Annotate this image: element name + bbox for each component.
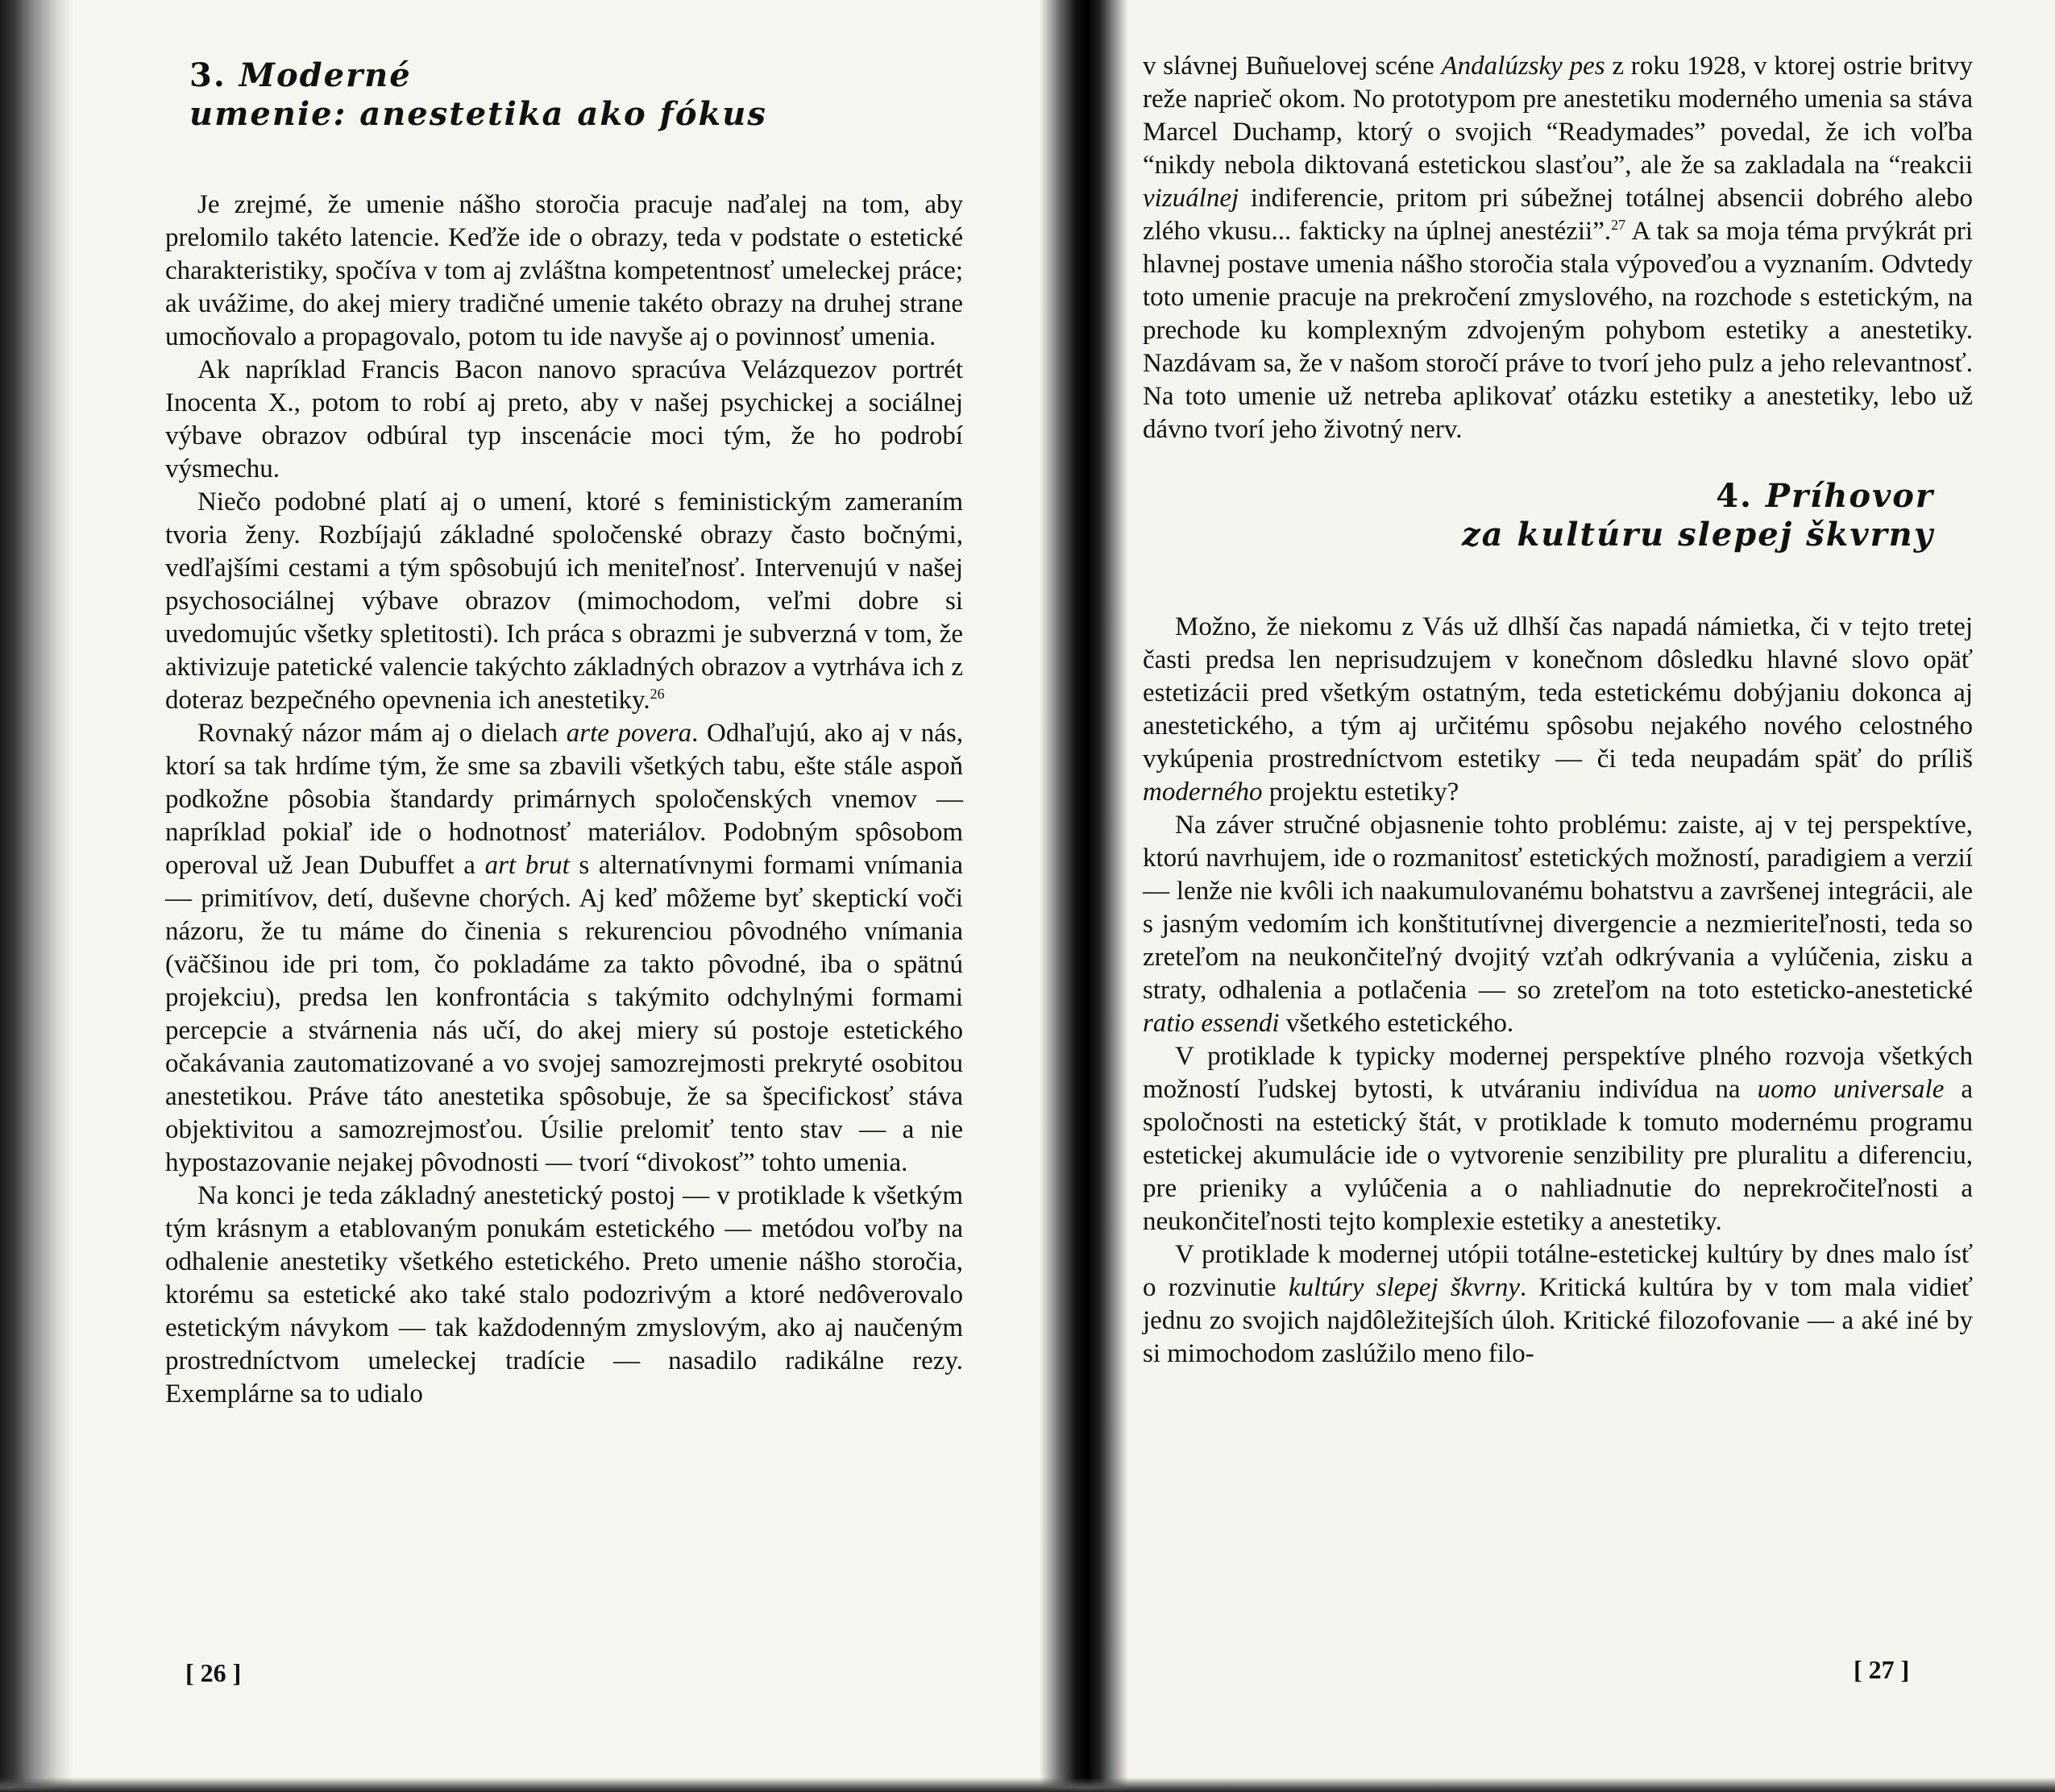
- section-heading-3: [189, 56, 963, 134]
- heading-line-2: umenie: anestetika ako fókus: [189, 95, 767, 133]
- paragraph: V protiklade k typicky modernej perspektíve plného rozvoja všetkých možností ľudskej bytosti, k utváraniu indivídua na uomo universale a spoločnosti na estetický štát, v protiklade k tomuto modernému programu estetickej akumulácie ide o vytvorenie senzibility pre pluralitu a diferenciu, pre prieniky a vylúčenia a o nahliadnutie do neprekročiteľnosti a neukončiteľnosti tejto komplexie estetiky a anestetiky.: [1143, 1042, 1974, 1236]
- right-page: [1064, 0, 2055, 1792]
- footnote-marker: 27: [1611, 217, 1626, 233]
- page-number: [ 27 ]: [1854, 1655, 1910, 1684]
- heading-number: 3.: [189, 56, 226, 94]
- heading-line-1: Moderné: [239, 56, 412, 94]
- page-number: [ 26 ]: [185, 1658, 242, 1687]
- paragraph: Na záver stručné objasnenie tohto problému: zaiste, aj v tej perspektíve, ktorú navrhujem, ide o rozmanitosť estetických možností, paradigiem a verzií — lenže nie kvôli ich naakumulovanému bohatstvu a završenej integrácii, ale s jasným vedomím ich konštitutívnej divergencie a nezmieriteľnosti, teda so zreteľom na neukončiteľný dvojitý vzťah odkrývania a vylúčenia, zisku a straty, odhalenia a potlačenia — so zreteľom na toto esteticko-anestetické ratio essendi všetkého estetického.: [1143, 811, 1973, 1038]
- section-heading-4: [1143, 477, 1973, 554]
- page-edge-shadow: [0, 0, 73, 1792]
- paragraph: Je zrejmé, že umenie nášho storočia pracuje naďalej na tom, aby prelomilo takéto latencie. Keďže ide o obrazy, teda v podstate o estetické charakteristiky, spočíva v tom aj zvláštna kompetentnosť umeleckej práce; ak uvážime, do akej miery tradičné umenie takéto obrazy na druhej strane umocňovalo a propagovalo, potom tu ide navyše aj o povinnosť umenia.: [165, 190, 963, 351]
- paragraph: Možno, že niekomu z Vás už dlhší čas napadá námietka, či v tejto tretej časti predsa len neprisudzujem v konečnom dôsledku hlavné slovo opäť estetizácii pred všetkým ostatným, teda estetickému dobýjaniu dokonca aj anestetického, a tým aj určitému spôsobu nejakého nového celostného vykúpenia prostredníctvom estetiky — či teda neupadám späť do príliš moderného projektu estetiky?: [1143, 612, 1973, 807]
- heading-line-1: Príhovor: [1765, 477, 1934, 515]
- right-column: [1143, 50, 1973, 1371]
- paragraph: Na konci je teda základný anestetický postoj — v protiklade k všetkým tým krásnym a etablovaným ponukám estetického — metódou voľby na odhalenie anestetiky všetkého estetického. Preto umenie nášho storočia, ktorému sa estetické ako také stalo podozrivým a ktoré nedôverovalo estetickým návykom — tak každodenným zmyslovým, ako aj naučeným prostredníctvom umeleckej tradície — nasadilo radikálne rezy. Exemplárne sa to udialo: [165, 1181, 963, 1408]
- paragraph: Ak napríklad Francis Bacon nanovo spracúva Velázquezov portrét Inocenta X., potom to robí aj preto, aby v našej psychickej a sociálnej výbave obrazov odbúral typ inscenácie moci tým, že ho podrobí výsmechu.: [165, 355, 963, 483]
- heading-number: 4.: [1716, 477, 1753, 515]
- paragraph: Niečo podobné platí aj o umení, ktoré s feministickým zameraním tvoria ženy. Rozbíjajú základné spoločenské obrazy často bočnými, vedľajšími cestami a tým spôsobujú ich meniteľnosť. Intervenujú v našej psychosociálnej výbave obrazov (mimochodom, veľmi dobre si uvedomujúc všetky spletitosti). Ich práca s obrazmi je subverzná v tom, že aktivizuje patetické valencie takýchto základných obrazov a vytrháva ich z doteraz bezpečného opevnenia ich anestetiky.$^{26}$: [165, 487, 963, 715]
- footnote-marker: 26: [650, 686, 665, 702]
- book-gutter: [1040, 0, 1128, 1792]
- paragraph: V protiklade k modernej utópii totálne-estetickej kultúry by dnes malo ísť o rozvinutie kultúry slepej škvrny. Kritická kultúra by v tom mala vidieť jednu zo svojich najdôležitejších úloh. Kritické filozofovanie — a aké iné by si mimochodom zaslúžilo meno filo-: [1143, 1240, 1973, 1368]
- paragraph: Rovnaký názor mám aj o dielach arte povera. Odhaľujú, ako aj v nás, ktorí sa tak hrdíme tým, že sme sa zbavili všetkých tabu, ešte stále aspoň podkožne pôsobia štandardy primárnych spoločenských vnemov — napríklad pokiaľ ide o hodnotnosť materiálov. Podobným spôsobom operoval už Jean Dubuffet a art brut s alternatívnymi formami vnímania — primitívov, detí, duševne chorých. Aj keď môžeme byť skeptickí voči názoru, že tu máme do činenia s rekurenciou pôvodného vnímania (väčšinou ide pri tom, čo pokladáme za takto pôvodné, iba o spätnú projekciu), predsa len konfrontácia s takýmito odchylnými formami percepcie a stvárnenia nás učí, do akej miery sú postoje estetického očakávania zautomatizované a vo svojej samozrejmosti prekryté osobitou anestetikou. Práve táto anestetika spôsobuje, že sa špecifickosť stáva objektivitou a samozrejmosťou. Úsilie prelomiť tento stav — a nie hypostazovanie nejakej pôvodnosti — tvorí “divokosť” tohto umenia.: [165, 719, 963, 1177]
- bottom-edge-shadow: [0, 1777, 2055, 1792]
- left-column: [165, 56, 963, 1411]
- heading-line-2: za kultúru slepej škvrny: [1461, 516, 1934, 554]
- paragraph: v slávnej Buñuelovej scéne Andalúzsky pes z roku 1928, v ktorej ostrie britvy reže naprieč okom. No prototypom pre anestetiku moderného umenia sa stáva Marcel Duchamp, ktorý o svojich “Readymades” povedal, že ich voľba “nikdy nebola diktovaná estetickou slasťou”, ale že sa zakladala na “reakcii vizuálnej indiferencie, pritom pri súbežnej totálnej absencii dobrého alebo zlého vkusu... fakticky na úplnej anestézii”.$^{27}$ A tak sa moja téma prvýkrát pri hlavnej postave umenia nášho storočia stala výpoveďou a vyznaním. Odvtedy toto umenie pracuje na prekročení zmyslového, na rozchode s estetickým, na prechode ku komplexným zdvojeným pohybom estetiky a anestetiky. Nazdávam sa, že v našom storočí práve to tvorí jeho pulz a jeho relevantnosť. Na toto umenie už netreba aplikovať otázku estetiky a anestetiky, lebo už dávno tvorí jeho životný nerv.: [1143, 52, 1974, 444]
